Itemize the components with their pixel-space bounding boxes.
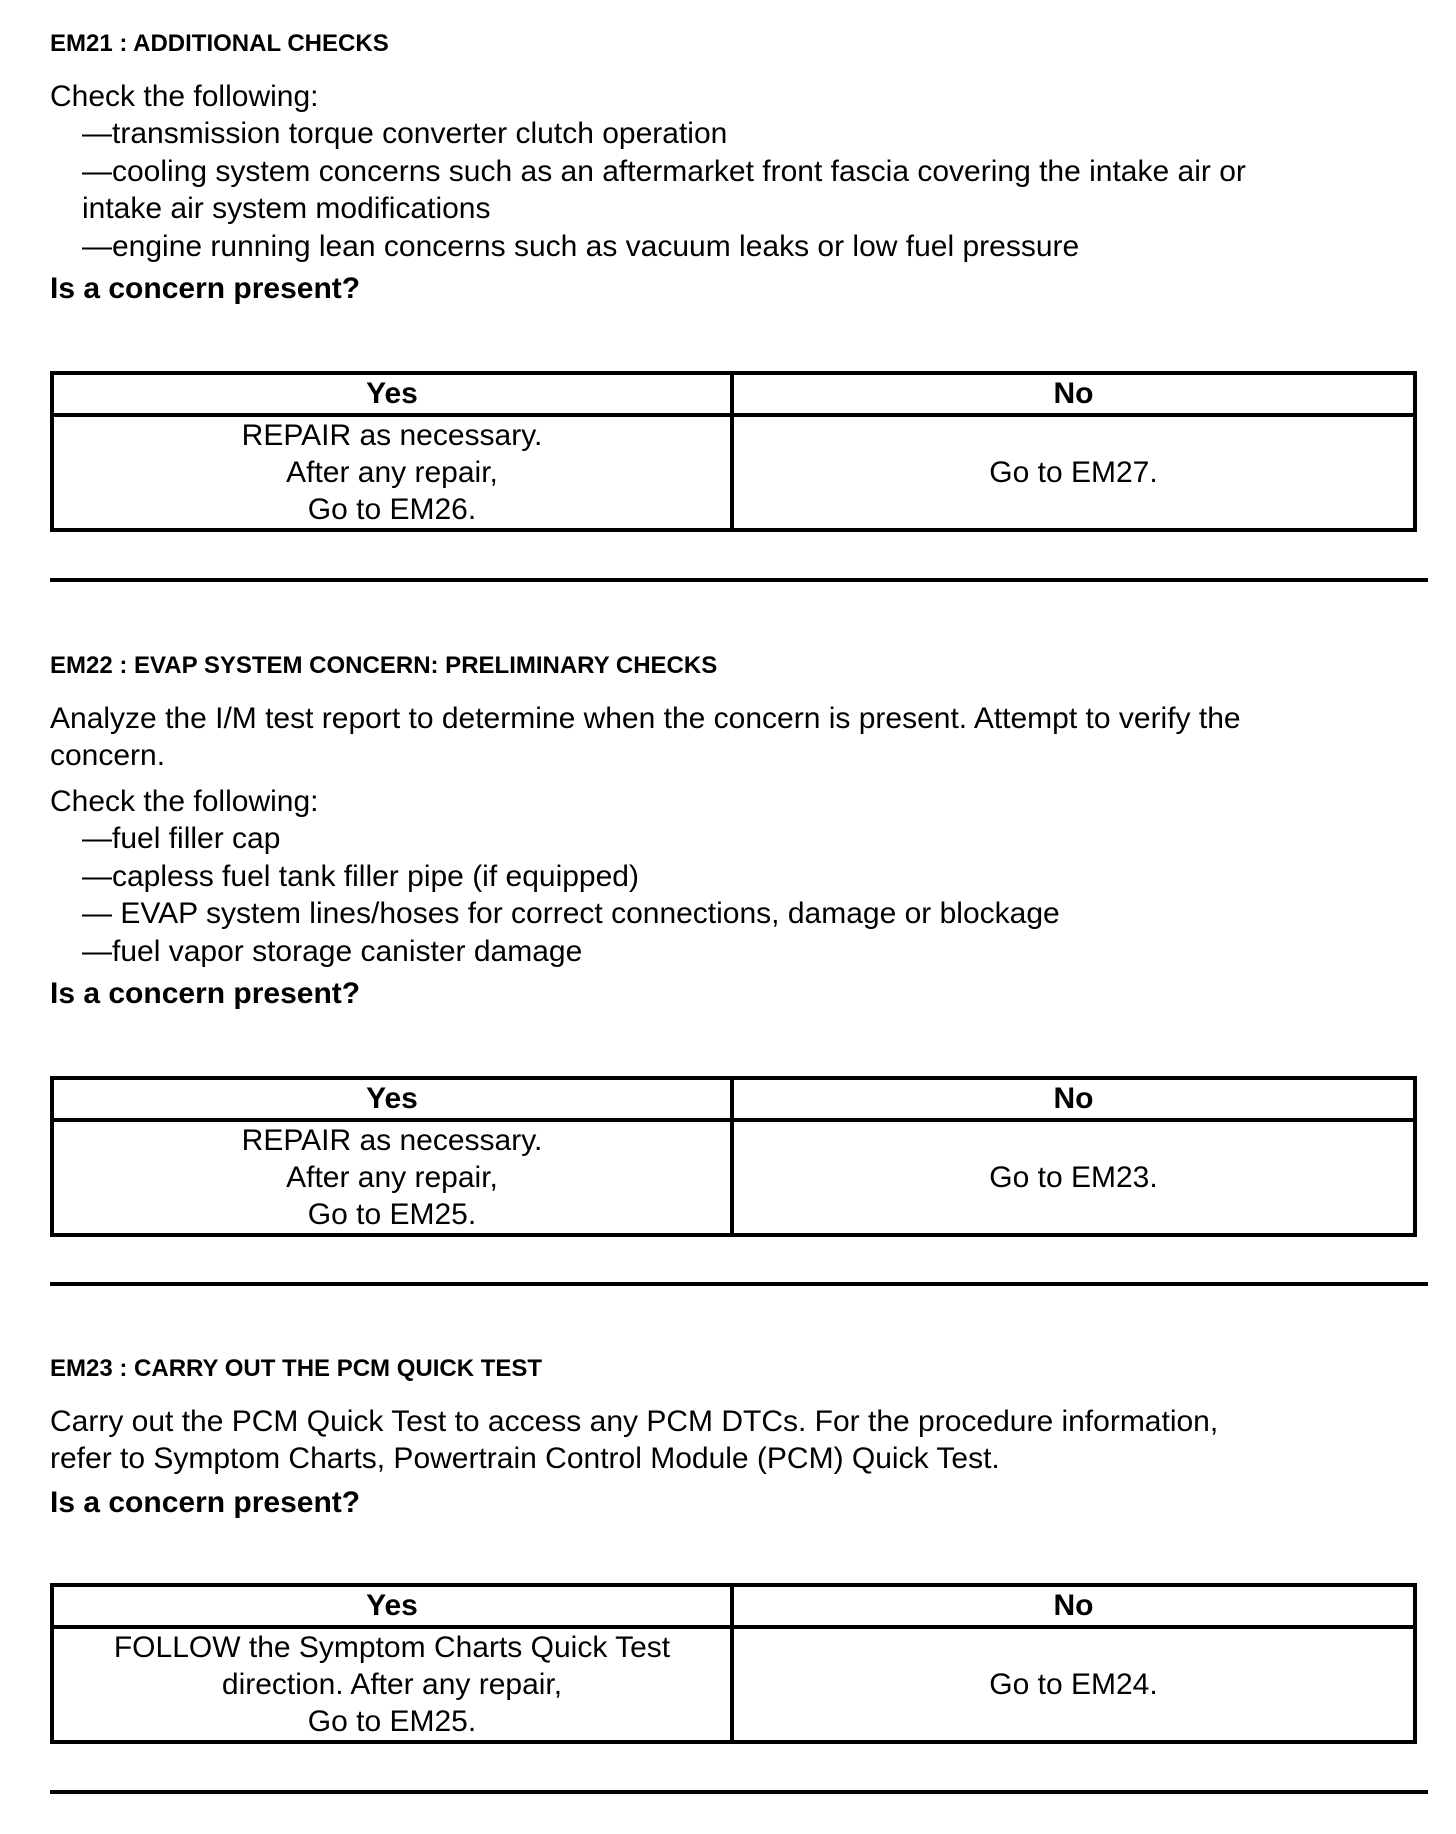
no-cell: Go to EM23.: [732, 1120, 1415, 1235]
step-para-line: refer to Symptom Charts, Powertrain Control Module (PCM) Quick Test.: [50, 1442, 1000, 1475]
yes-cell: [52, 1120, 732, 1235]
step-para-line: Carry out the PCM Quick Test to access any PCM DTCs. For the procedure information,: [50, 1405, 1219, 1438]
step-intro: Check the following:: [50, 785, 319, 818]
check-item: —fuel vapor storage canister damage: [82, 934, 583, 968]
yes-line: REPAIR as necessary.: [241, 419, 543, 452]
check-item: intake air system modifications: [82, 192, 491, 225]
yes-header: Yes: [52, 1585, 732, 1627]
check-item: —capless fuel tank filler pipe (if equipped): [82, 859, 639, 893]
no-header: No: [732, 373, 1415, 415]
section-divider: [50, 1790, 1428, 1794]
yes-no-table-em22: [50, 1076, 1417, 1237]
no-header: No: [732, 1585, 1415, 1627]
step-question: Is a concern present?: [50, 272, 361, 305]
step-em21: [50, 30, 1430, 307]
step-em23: [50, 1355, 1430, 1521]
section-divider: [50, 1282, 1428, 1286]
no-cell: Go to EM24.: [732, 1627, 1415, 1742]
yes-line: direction. After any repair,: [221, 1668, 563, 1701]
section-divider: [50, 578, 1428, 582]
check-item: —transmission torque converter clutch operation: [82, 117, 728, 150]
yes-line: After any repair,: [286, 1161, 498, 1194]
step-question: Is a concern present?: [50, 977, 361, 1010]
yes-line: REPAIR as necessary.: [241, 1124, 543, 1157]
step-intro: Check the following:: [50, 80, 319, 113]
yes-line: Go to EM26.: [307, 493, 477, 526]
step-heading: EM22 : EVAP SYSTEM CONCERN: PRELIMINARY CHECKS: [50, 652, 718, 679]
yes-cell: [52, 1627, 732, 1742]
yes-cell: [52, 415, 732, 530]
yes-line: Go to EM25.: [307, 1198, 477, 1231]
yes-line: FOLLOW the Symptom Charts Quick Test: [113, 1631, 671, 1664]
yes-line: After any repair,: [286, 456, 498, 489]
no-cell: Go to EM27.: [732, 415, 1415, 530]
check-item: —cooling system concerns such as an aftermarket front fascia covering the intake air or: [82, 154, 1246, 188]
step-para-line: concern.: [50, 739, 166, 772]
step-em22: [50, 652, 1430, 1012]
yes-no-table-em23: [50, 1583, 1417, 1744]
yes-header: Yes: [52, 1078, 732, 1120]
check-item: — EVAP system lines/hoses for correct connections, damage or blockage: [82, 897, 1060, 930]
no-header: No: [732, 1078, 1415, 1120]
yes-header: Yes: [52, 373, 732, 415]
check-item: —fuel filler cap: [82, 822, 281, 855]
step-heading: EM23 : CARRY OUT THE PCM QUICK TEST: [50, 1355, 543, 1382]
step-para-line: Analyze the I/M test report to determine when the concern is present. Attempt to verify the: [50, 702, 1241, 735]
yes-line: Go to EM25.: [307, 1705, 477, 1738]
step-heading: EM21 : ADDITIONAL CHECKS: [50, 30, 389, 57]
yes-no-table-em21: [50, 371, 1417, 532]
check-item: —engine running lean concerns such as vacuum leaks or low fuel pressure: [82, 229, 1080, 263]
step-question: Is a concern present?: [50, 1486, 361, 1519]
